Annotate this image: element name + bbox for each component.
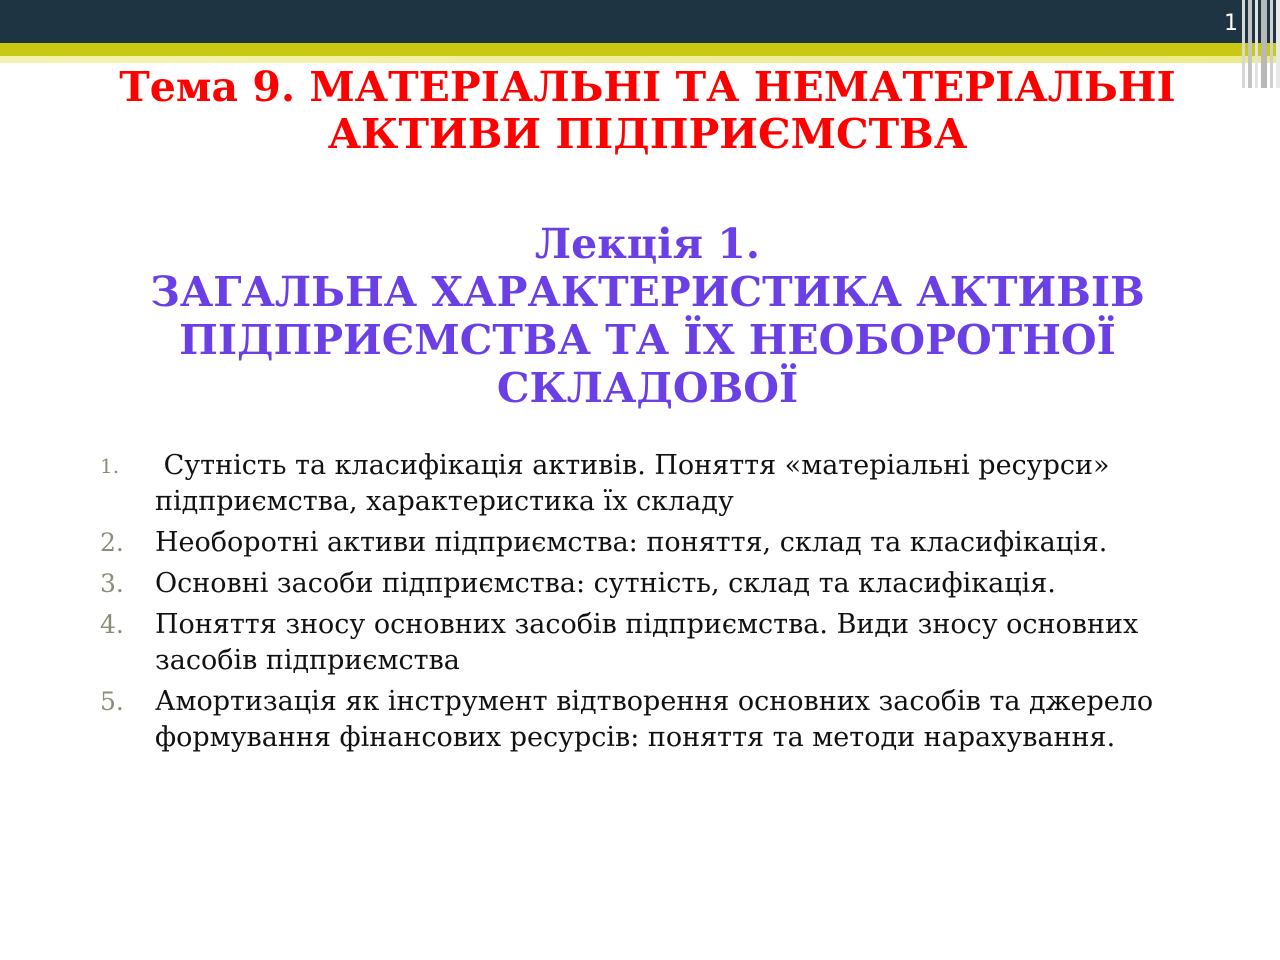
list-item-number: 5. (100, 687, 124, 716)
lecture-heading (60, 220, 1235, 412)
slide-number: 1 (1224, 11, 1238, 36)
lecture-label: Лекція 1. (534, 220, 761, 268)
list-item-number: 4. (100, 610, 124, 639)
list-item (100, 684, 1210, 756)
accent-bar (0, 43, 1280, 56)
list-item (100, 566, 1210, 602)
topics-list (100, 448, 1210, 761)
list-item (100, 607, 1210, 679)
list-item-text: Необоротні активи підприємства: поняття, склад та класифікація. (155, 527, 1108, 558)
list-item-number: 1. (100, 454, 120, 478)
lecture-title: ЗАГАЛЬНА ХАРАКТЕРИСТИКА АКТИВІВ ПІДПРИЄМСТВА ТА ЇХ НЕОБОРОТНОЇ СКЛАДОВОЇ (150, 268, 1145, 412)
list-item (100, 448, 1210, 520)
list-item (100, 525, 1210, 561)
header-bar (0, 0, 1280, 43)
corner-decoration (1240, 0, 1280, 88)
list-item-text: Амортизація як інструмент відтворення основних засобів та джерело формування фінансових ресурсів: поняття та методи нарахування. (155, 686, 1154, 753)
list-item-text: Сутність та класифікація активів. Поняття «матеріальні ресурси» підприємства, характеристика їх складу (155, 450, 1119, 517)
list-item-number: 2. (100, 528, 124, 557)
list-item-text: Основні засоби підприємства: сутність, склад та класифікація. (155, 568, 1056, 599)
list-item-number: 3. (100, 569, 124, 598)
slide-title: Тема 9. МАТЕРІАЛЬНІ ТА НЕМАТЕРІАЛЬНІ АКТИВИ ПІДПРИЄМСТВА (119, 63, 1176, 158)
accent-bar-light (0, 56, 1280, 63)
list-item-text: Поняття зносу основних засобів підприємства. Види зносу основних засобів підприємства (155, 609, 1139, 676)
